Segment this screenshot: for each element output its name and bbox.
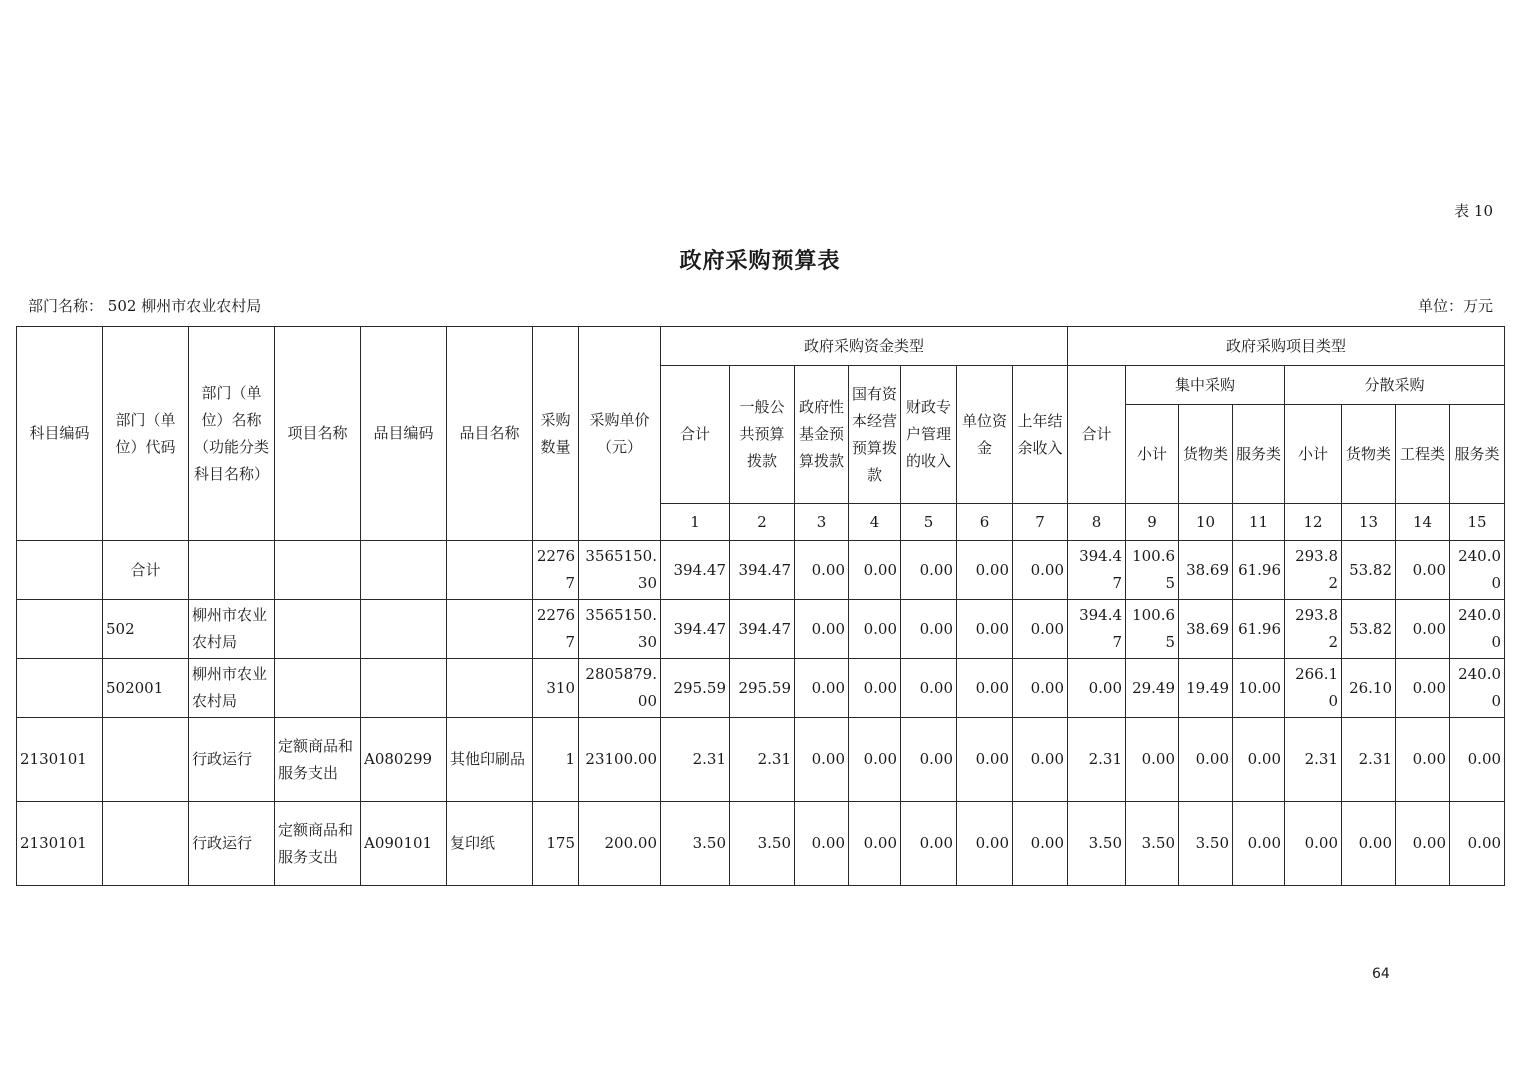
column-number: 9 bbox=[1126, 504, 1179, 541]
cell-project-name bbox=[275, 600, 361, 659]
col-fund-total: 合计 bbox=[661, 366, 730, 504]
column-number: 2 bbox=[730, 504, 795, 541]
cell-subject-code bbox=[17, 541, 103, 600]
cell-amount: 0.00 bbox=[1396, 600, 1450, 659]
cell-unit-price: 23100.00 bbox=[579, 718, 661, 802]
cell-amount: 295.59 bbox=[730, 659, 795, 718]
column-number: 4 bbox=[849, 504, 901, 541]
cell-amount: 3.50 bbox=[1126, 802, 1179, 886]
cell-dept-name: 柳州市农业农村局 bbox=[189, 659, 275, 718]
cell-item-code bbox=[361, 600, 447, 659]
cell-item-name bbox=[447, 659, 533, 718]
cell-unit-price: 3565150.30 bbox=[579, 600, 661, 659]
cell-amount: 394.47 bbox=[1068, 600, 1126, 659]
cell-project-name bbox=[275, 659, 361, 718]
cell-amount: 0.00 bbox=[957, 659, 1013, 718]
col-unit-fund: 单位资金 bbox=[957, 366, 1013, 504]
cell-amount: 10.00 bbox=[1233, 659, 1285, 718]
cell-amount: 26.10 bbox=[1342, 659, 1396, 718]
cell-amount: 100.65 bbox=[1126, 600, 1179, 659]
cell-item-name: 复印纸 bbox=[447, 802, 533, 886]
cell-amount: 266.10 bbox=[1285, 659, 1342, 718]
cell-amount: 394.47 bbox=[661, 541, 730, 600]
cell-amount: 100.65 bbox=[1126, 541, 1179, 600]
col-general-budget: 一般公共预算拨款 bbox=[730, 366, 795, 504]
col-quantity: 采购数量 bbox=[533, 327, 579, 541]
cell-amount: 0.00 bbox=[849, 541, 901, 600]
column-number: 6 bbox=[957, 504, 1013, 541]
table-row bbox=[17, 718, 1505, 802]
cell-amount: 2.31 bbox=[1285, 718, 1342, 802]
column-number: 5 bbox=[901, 504, 957, 541]
cell-amount: 394.47 bbox=[1068, 541, 1126, 600]
table-row bbox=[17, 659, 1505, 718]
table-header bbox=[17, 327, 1505, 541]
cell-dept-code: 502001 bbox=[103, 659, 189, 718]
cell-amount: 295.59 bbox=[661, 659, 730, 718]
cell-item-code bbox=[361, 541, 447, 600]
cell-amount: 0.00 bbox=[957, 802, 1013, 886]
cell-item-name bbox=[447, 600, 533, 659]
column-number: 7 bbox=[1013, 504, 1068, 541]
cell-subject-code bbox=[17, 600, 103, 659]
cell-amount: 0.00 bbox=[849, 659, 901, 718]
cell-dept-code bbox=[103, 802, 189, 886]
cell-amount: 2.31 bbox=[661, 718, 730, 802]
cell-amount: 0.00 bbox=[1396, 718, 1450, 802]
page-title: 政府采购预算表 bbox=[679, 248, 841, 274]
table-body bbox=[17, 541, 1505, 886]
cell-dept-name: 行政运行 bbox=[189, 718, 275, 802]
col-project-name: 项目名称 bbox=[275, 327, 361, 541]
cell-amount: 0.00 bbox=[1450, 718, 1505, 802]
col-unit-price: 采购单价（元） bbox=[579, 327, 661, 541]
column-number: 8 bbox=[1068, 504, 1126, 541]
cell-project-name bbox=[275, 541, 361, 600]
cell-dept-code: 502 bbox=[103, 600, 189, 659]
col-central-goods: 货物类 bbox=[1179, 405, 1233, 504]
col-item-code: 品目编码 bbox=[361, 327, 447, 541]
department-label: 部门名称： bbox=[28, 297, 104, 315]
cell-unit-price: 200.00 bbox=[579, 802, 661, 886]
cell-amount: 0.00 bbox=[1233, 802, 1285, 886]
cell-amount: 0.00 bbox=[795, 718, 849, 802]
cell-amount: 3.50 bbox=[1179, 802, 1233, 886]
col-scattered-project: 工程类 bbox=[1396, 405, 1450, 504]
cell-amount: 61.96 bbox=[1233, 600, 1285, 659]
cell-amount: 0.00 bbox=[849, 600, 901, 659]
cell-amount: 394.47 bbox=[730, 600, 795, 659]
col-scattered-service: 服务类 bbox=[1450, 405, 1505, 504]
cell-amount: 0.00 bbox=[901, 659, 957, 718]
column-number: 3 bbox=[795, 504, 849, 541]
cell-amount: 0.00 bbox=[957, 718, 1013, 802]
cell-quantity: 22767 bbox=[533, 600, 579, 659]
cell-dept-code bbox=[103, 718, 189, 802]
cell-project-name: 定额商品和服务支出 bbox=[275, 802, 361, 886]
column-number: 15 bbox=[1450, 504, 1505, 541]
column-number: 13 bbox=[1342, 504, 1396, 541]
cell-amount: 0.00 bbox=[795, 600, 849, 659]
cell-amount: 0.00 bbox=[1068, 659, 1126, 718]
page-number: 64 bbox=[1372, 966, 1390, 982]
column-number: 14 bbox=[1396, 504, 1450, 541]
col-item-name: 品目名称 bbox=[447, 327, 533, 541]
cell-amount: 0.00 bbox=[901, 600, 957, 659]
cell-item-name bbox=[447, 541, 533, 600]
cell-dept-code: 合计 bbox=[103, 541, 189, 600]
cell-amount: 2.31 bbox=[1342, 718, 1396, 802]
cell-amount: 0.00 bbox=[1126, 718, 1179, 802]
cell-item-code: A090101 bbox=[361, 802, 447, 886]
cell-amount: 0.00 bbox=[849, 718, 901, 802]
cell-amount: 0.00 bbox=[1013, 718, 1068, 802]
cell-amount: 0.00 bbox=[1013, 600, 1068, 659]
col-dept-code: 部门（单位）代码 bbox=[103, 327, 189, 541]
cell-amount: 3.50 bbox=[661, 802, 730, 886]
cell-amount: 3.50 bbox=[730, 802, 795, 886]
cell-amount: 0.00 bbox=[849, 802, 901, 886]
cell-quantity: 22767 bbox=[533, 541, 579, 600]
cell-amount: 0.00 bbox=[901, 718, 957, 802]
cell-dept-name: 柳州市农业农村局 bbox=[189, 600, 275, 659]
cell-quantity: 310 bbox=[533, 659, 579, 718]
col-gov-fund: 政府性基金预算拨款 bbox=[795, 366, 849, 504]
cell-project-name: 定额商品和服务支出 bbox=[275, 718, 361, 802]
col-state-capital: 国有资本经营预算拨款 bbox=[849, 366, 901, 504]
cell-subject-code: 2130101 bbox=[17, 718, 103, 802]
cell-amount: 0.00 bbox=[1285, 802, 1342, 886]
cell-quantity: 1 bbox=[533, 718, 579, 802]
col-scattered-subtotal: 小计 bbox=[1285, 405, 1342, 504]
cell-amount: 240.00 bbox=[1450, 600, 1505, 659]
cell-amount: 0.00 bbox=[1233, 718, 1285, 802]
cell-amount: 0.00 bbox=[957, 600, 1013, 659]
cell-unit-price: 3565150.30 bbox=[579, 541, 661, 600]
cell-amount: 394.47 bbox=[730, 541, 795, 600]
cell-amount: 0.00 bbox=[1013, 802, 1068, 886]
cell-amount: 29.49 bbox=[1126, 659, 1179, 718]
column-number: 12 bbox=[1285, 504, 1342, 541]
cell-quantity: 175 bbox=[533, 802, 579, 886]
cell-amount: 19.49 bbox=[1179, 659, 1233, 718]
col-dept-name: 部门（单位）名称（功能分类科目名称） bbox=[189, 327, 275, 541]
cell-subject-code bbox=[17, 659, 103, 718]
cell-amount: 2.31 bbox=[730, 718, 795, 802]
cell-dept-name bbox=[189, 541, 275, 600]
column-number: 10 bbox=[1179, 504, 1233, 541]
cell-amount: 240.00 bbox=[1450, 541, 1505, 600]
cell-amount: 0.00 bbox=[795, 541, 849, 600]
group-central-purchase: 集中采购 bbox=[1126, 366, 1285, 405]
col-central-service: 服务类 bbox=[1233, 405, 1285, 504]
cell-amount: 0.00 bbox=[1342, 802, 1396, 886]
cell-amount: 38.69 bbox=[1179, 600, 1233, 659]
cell-amount: 0.00 bbox=[1396, 802, 1450, 886]
cell-amount: 61.96 bbox=[1233, 541, 1285, 600]
unit-label: 单位：万元 bbox=[1417, 297, 1493, 315]
cell-amount: 3.50 bbox=[1068, 802, 1126, 886]
cell-amount: 0.00 bbox=[1179, 718, 1233, 802]
cell-amount: 0.00 bbox=[1396, 541, 1450, 600]
cell-amount: 2.31 bbox=[1068, 718, 1126, 802]
column-number: 11 bbox=[1233, 504, 1285, 541]
cell-item-code bbox=[361, 659, 447, 718]
cell-amount: 0.00 bbox=[795, 802, 849, 886]
col-special-income: 财政专户管理的收入 bbox=[901, 366, 957, 504]
cell-dept-name: 行政运行 bbox=[189, 802, 275, 886]
cell-amount: 53.82 bbox=[1342, 600, 1396, 659]
cell-item-code: A080299 bbox=[361, 718, 447, 802]
cell-amount: 394.47 bbox=[661, 600, 730, 659]
cell-amount: 0.00 bbox=[901, 802, 957, 886]
cell-amount: 240.00 bbox=[1450, 659, 1505, 718]
cell-amount: 0.00 bbox=[1396, 659, 1450, 718]
cell-amount: 0.00 bbox=[1450, 802, 1505, 886]
cell-amount: 293.82 bbox=[1285, 541, 1342, 600]
group-scattered-purchase: 分散采购 bbox=[1285, 366, 1505, 405]
cell-amount: 0.00 bbox=[901, 541, 957, 600]
table-row bbox=[17, 600, 1505, 659]
cell-amount: 38.69 bbox=[1179, 541, 1233, 600]
col-subject-code: 科目编码 bbox=[17, 327, 103, 541]
group-fund-type: 政府采购资金类型 bbox=[661, 327, 1068, 366]
table-number: 表 10 bbox=[1454, 202, 1493, 220]
cell-subject-code: 2130101 bbox=[17, 802, 103, 886]
cell-item-name: 其他印刷品 bbox=[447, 718, 533, 802]
department-name: 502 柳州市农业农村局 bbox=[107, 297, 262, 315]
col-carryover: 上年结余收入 bbox=[1013, 366, 1068, 504]
cell-amount: 0.00 bbox=[957, 541, 1013, 600]
cell-unit-price: 2805879.00 bbox=[579, 659, 661, 718]
table-row bbox=[17, 802, 1505, 886]
table-row bbox=[17, 541, 1505, 600]
department-line bbox=[28, 295, 261, 316]
column-number: 1 bbox=[661, 504, 730, 541]
procurement-budget-table bbox=[16, 326, 1505, 886]
cell-amount: 0.00 bbox=[1013, 659, 1068, 718]
col-scattered-goods: 货物类 bbox=[1342, 405, 1396, 504]
cell-amount: 0.00 bbox=[1013, 541, 1068, 600]
group-project-type: 政府采购项目类型 bbox=[1068, 327, 1505, 366]
cell-amount: 0.00 bbox=[795, 659, 849, 718]
cell-amount: 53.82 bbox=[1342, 541, 1396, 600]
col-central-subtotal: 小计 bbox=[1126, 405, 1179, 504]
cell-amount: 293.82 bbox=[1285, 600, 1342, 659]
col-project-total: 合计 bbox=[1068, 366, 1126, 504]
